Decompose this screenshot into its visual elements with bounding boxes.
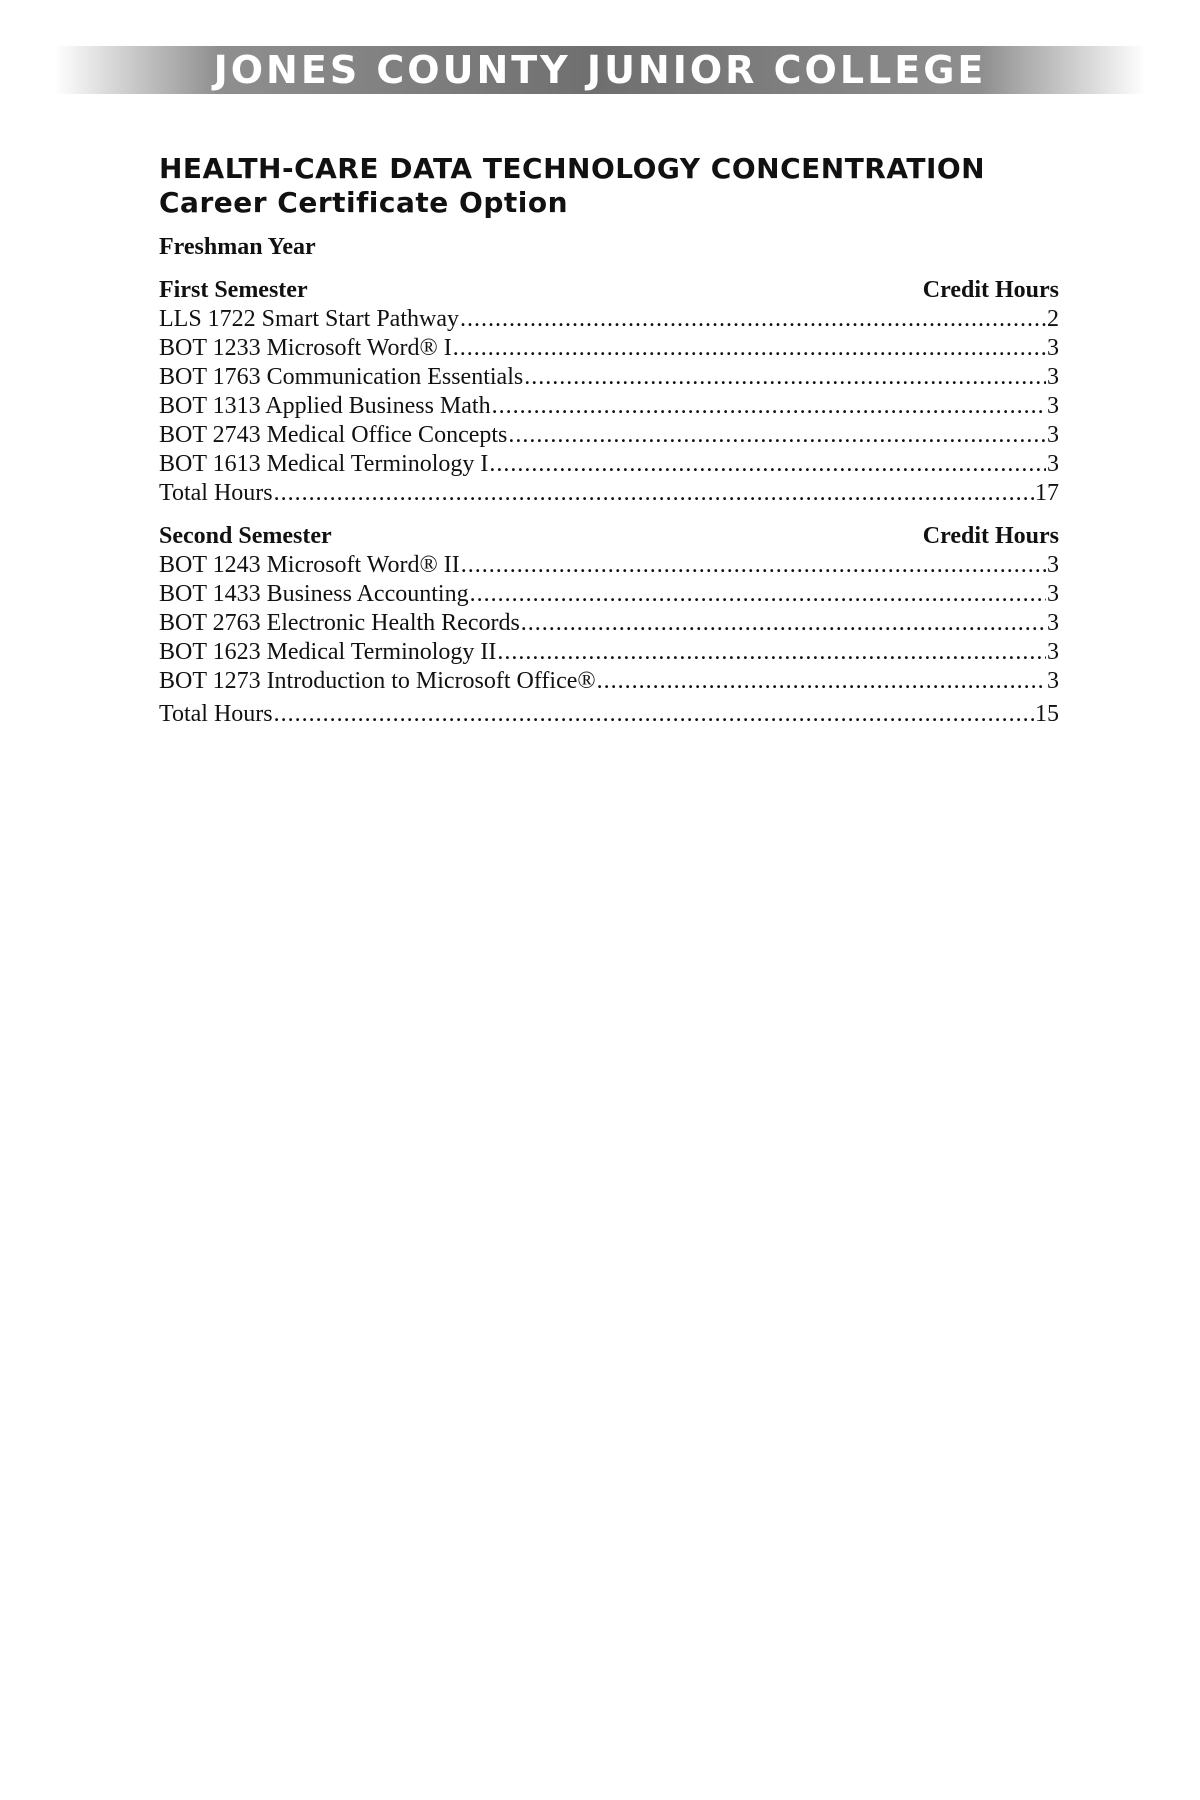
total-hours: 15 bbox=[1035, 701, 1059, 727]
course-hours: 3 bbox=[1047, 639, 1059, 665]
course-name: BOT 1623 Medical Terminology II bbox=[159, 639, 497, 665]
credit-hours-label: Credit Hours bbox=[922, 523, 1059, 549]
course-row bbox=[159, 421, 1059, 450]
course-hours: 3 bbox=[1047, 393, 1059, 419]
total-row bbox=[159, 700, 1059, 729]
total-label: Total Hours bbox=[159, 480, 273, 506]
course-hours: 3 bbox=[1047, 552, 1059, 578]
dot-leader bbox=[524, 363, 1046, 392]
certificate-subtitle: Career Certificate Option bbox=[159, 186, 569, 219]
course-name: BOT 1243 Microsoft Word® II bbox=[159, 552, 460, 578]
semester-first bbox=[159, 276, 1059, 508]
course-name: BOT 1233 Microsoft Word® I bbox=[159, 335, 452, 361]
dot-leader bbox=[460, 305, 1046, 334]
college-name: JONES COUNTY JUNIOR COLLEGE bbox=[213, 48, 987, 92]
document-body bbox=[159, 152, 1059, 743]
credit-hours-label: Credit Hours bbox=[922, 277, 1059, 303]
course-row bbox=[159, 609, 1059, 638]
course-name: BOT 1763 Communication Essentials bbox=[159, 364, 524, 390]
semester-header bbox=[159, 276, 1059, 305]
total-hours: 17 bbox=[1035, 480, 1059, 506]
course-row bbox=[159, 580, 1059, 609]
course-hours: 3 bbox=[1047, 335, 1059, 361]
total-label: Total Hours bbox=[159, 701, 273, 727]
semester-title: Second Semester bbox=[159, 523, 332, 549]
dot-leader bbox=[492, 392, 1046, 421]
course-row bbox=[159, 638, 1059, 667]
semester-second bbox=[159, 522, 1059, 729]
course-hours: 3 bbox=[1047, 364, 1059, 390]
dot-leader bbox=[521, 609, 1046, 638]
course-row bbox=[159, 667, 1059, 696]
course-hours: 2 bbox=[1047, 306, 1059, 332]
course-hours: 3 bbox=[1047, 668, 1059, 694]
course-name: LLS 1722 Smart Start Pathway bbox=[159, 306, 459, 332]
dot-leader bbox=[274, 700, 1034, 729]
course-name: BOT 1433 Business Accounting bbox=[159, 581, 469, 607]
concentration-title: HEALTH-CARE DATA TECHNOLOGY CONCENTRATION bbox=[159, 152, 986, 185]
course-hours: 3 bbox=[1047, 610, 1059, 636]
course-row bbox=[159, 305, 1059, 334]
dot-leader bbox=[470, 580, 1046, 609]
header-banner bbox=[55, 46, 1145, 94]
course-row bbox=[159, 392, 1059, 421]
course-hours: 3 bbox=[1047, 581, 1059, 607]
course-name: BOT 1273 Introduction to Microsoft Office® bbox=[159, 668, 596, 694]
course-name: BOT 2763 Electronic Health Records bbox=[159, 610, 520, 636]
course-row bbox=[159, 551, 1059, 580]
course-name: BOT 1613 Medical Terminology I bbox=[159, 451, 489, 477]
dot-leader bbox=[489, 450, 1046, 479]
dot-leader bbox=[508, 421, 1046, 450]
dot-leader bbox=[453, 334, 1046, 363]
dot-leader bbox=[497, 638, 1046, 667]
dot-leader bbox=[274, 479, 1034, 508]
semester-header bbox=[159, 522, 1059, 551]
course-row bbox=[159, 334, 1059, 363]
course-hours: 3 bbox=[1047, 422, 1059, 448]
course-row bbox=[159, 450, 1059, 479]
course-hours: 3 bbox=[1047, 451, 1059, 477]
dot-leader bbox=[461, 551, 1046, 580]
semester-title: First Semester bbox=[159, 277, 308, 303]
dot-leader bbox=[597, 667, 1046, 696]
course-name: BOT 1313 Applied Business Math bbox=[159, 393, 491, 419]
course-row bbox=[159, 363, 1059, 392]
year-label: Freshman Year bbox=[159, 234, 316, 260]
course-name: BOT 2743 Medical Office Concepts bbox=[159, 422, 508, 448]
total-row bbox=[159, 479, 1059, 508]
